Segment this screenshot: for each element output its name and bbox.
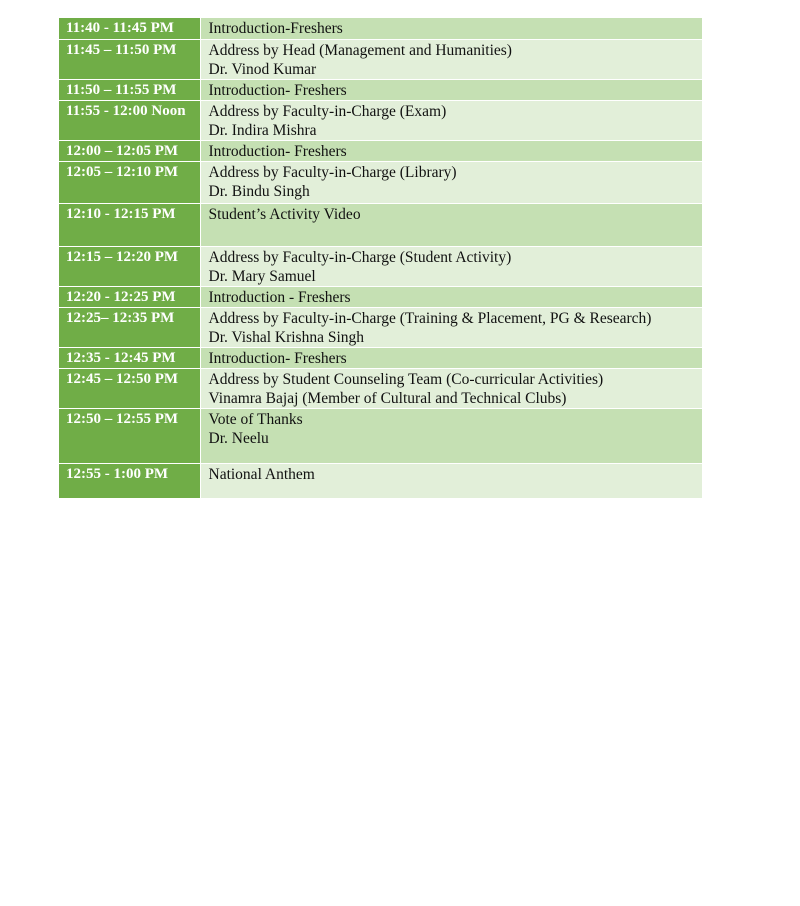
description-cell xyxy=(200,368,702,408)
time-cell: 12:20 - 12:25 PM xyxy=(59,286,200,307)
time-cell: 11:40 - 11:45 PM xyxy=(59,18,200,39)
description-cell xyxy=(200,463,702,498)
table-row xyxy=(59,408,702,463)
table-row xyxy=(59,368,702,408)
description-cell xyxy=(200,39,702,79)
description-line: Address by Student Counseling Team (Co-curricular Activities) xyxy=(208,370,604,388)
description-line: Introduction-Freshers xyxy=(208,20,343,37)
speaker-name: Dr. Mary Samuel xyxy=(208,267,316,285)
speaker-name: Dr. Bindu Singh xyxy=(208,182,310,200)
speaker-name: Dr. Neelu xyxy=(208,429,269,447)
description-line: Student’s Activity Video xyxy=(208,205,361,223)
description-line: Address by Faculty-in-Charge (Library) xyxy=(208,163,457,181)
table-row xyxy=(59,347,702,368)
description-line: Introduction - Freshers xyxy=(208,288,351,306)
table-row xyxy=(59,39,702,79)
description-cell xyxy=(200,347,702,368)
speaker-name: Dr. Indira Mishra xyxy=(208,121,317,139)
speaker-name: Dr. Vishal Krishna Singh xyxy=(208,328,365,346)
description-cell xyxy=(200,161,702,203)
description-cell xyxy=(200,18,702,39)
description-line: Vote of Thanks xyxy=(208,410,303,428)
schedule-table xyxy=(59,18,702,499)
time-cell: 12:05 – 12:10 PM xyxy=(59,161,200,203)
description-cell xyxy=(200,203,702,246)
description-cell xyxy=(200,140,702,161)
time-cell: 12:10 - 12:15 PM xyxy=(59,203,200,246)
description-cell xyxy=(200,79,702,100)
time-cell: 12:00 – 12:05 PM xyxy=(59,140,200,161)
time-cell: 11:50 – 11:55 PM xyxy=(59,79,200,100)
table-row xyxy=(59,140,702,161)
description-cell xyxy=(200,286,702,307)
table-row xyxy=(59,307,702,347)
description-line: Introduction- Freshers xyxy=(208,81,347,99)
table-row xyxy=(59,246,702,286)
speaker-name: Vinamra Bajaj (Member of Cultural and Technical Clubs) xyxy=(208,389,567,407)
speaker-name: Dr. Vinod Kumar xyxy=(208,60,317,78)
description-cell xyxy=(200,408,702,463)
description-cell xyxy=(200,100,702,140)
description-cell xyxy=(200,307,702,347)
table-row xyxy=(59,286,702,307)
time-cell: 12:45 – 12:50 PM xyxy=(59,368,200,408)
time-cell: 12:35 - 12:45 PM xyxy=(59,347,200,368)
time-cell: 12:55 - 1:00 PM xyxy=(59,463,200,498)
table-row xyxy=(59,18,702,39)
table-row xyxy=(59,463,702,498)
description-line: Address by Faculty-in-Charge (Student Activity) xyxy=(208,248,512,266)
time-cell: 11:45 – 11:50 PM xyxy=(59,39,200,79)
description-cell xyxy=(200,246,702,286)
time-cell: 12:25– 12:35 PM xyxy=(59,307,200,347)
description-line: Introduction- Freshers xyxy=(208,349,347,367)
table-row xyxy=(59,203,702,246)
table-row xyxy=(59,161,702,203)
description-line: Address by Head (Management and Humanities) xyxy=(208,41,512,59)
description-line: Address by Faculty-in-Charge (Exam) xyxy=(208,102,447,120)
description-line: Introduction- Freshers xyxy=(208,142,347,160)
description-line: National Anthem xyxy=(208,465,315,483)
table-row xyxy=(59,79,702,100)
time-cell: 11:55 - 12:00 Noon xyxy=(59,100,200,140)
time-cell: 12:50 – 12:55 PM xyxy=(59,408,200,463)
time-cell: 12:15 – 12:20 PM xyxy=(59,246,200,286)
table-row xyxy=(59,100,702,140)
description-line: Address by Faculty-in-Charge (Training & Placement, PG & Research) xyxy=(208,309,652,327)
